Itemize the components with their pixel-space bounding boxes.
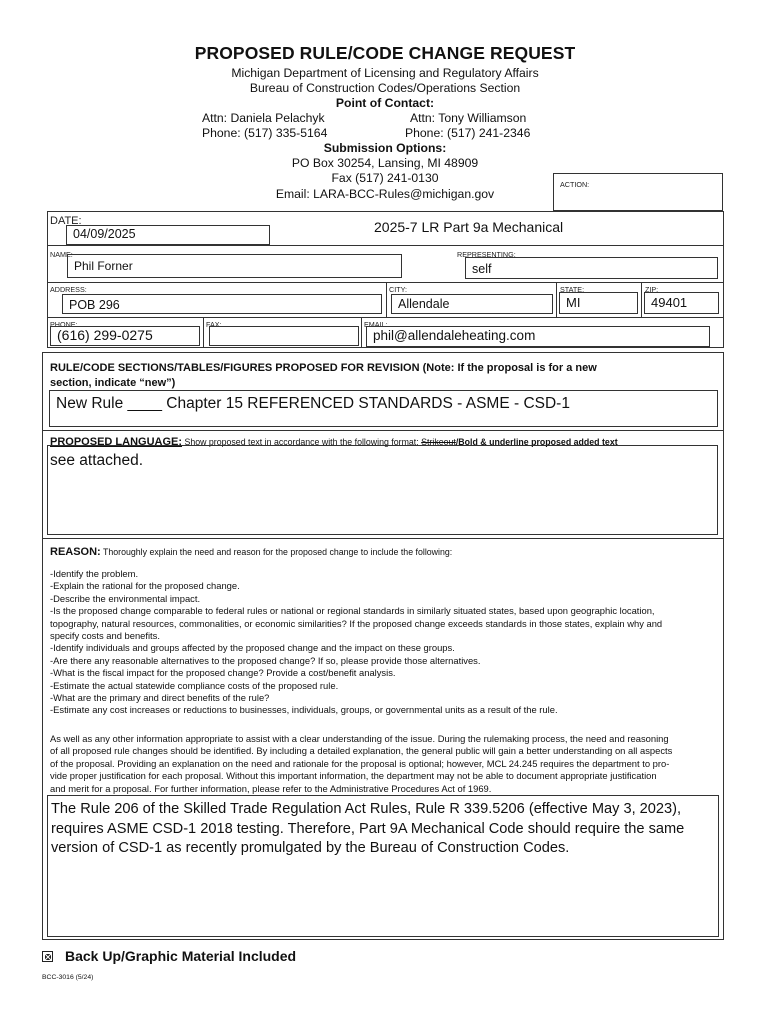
fax-label: FAX: [206,320,222,329]
contact1-phone: Phone: (517) 335-5164 [202,126,328,140]
reason-list [50,568,722,717]
proposed-language-field[interactable]: see attached. [47,445,718,535]
paragraph-line: and merit for a proposal. For further information, please refer to the Administrative Procedures Act of 1969. [50,782,492,794]
backup-label: Back Up/Graphic Material Included [65,948,297,964]
list-item: -Is the proposed change comparable to federal rules or national or regional standards in similarly situated states, based upon geographic location, [50,605,655,617]
list-item: specify costs and benefits. [50,630,160,642]
contact2-phone: Phone: (517) 241-2346 [405,126,531,140]
name-field[interactable]: Phil Forner [67,254,402,278]
representing-label: REPRESENTING: [457,250,516,259]
contact2-name: Attn: Tony Williamson [410,111,527,125]
submission-email: Email: LARA-BCC-Rules@michigan.gov [275,187,495,201]
list-item: -What is the fiscal impact for the proposed change? Provide a cost/benefit analysis. [50,667,396,679]
reason-label: REASON: [50,546,101,558]
sections-heading-line2: section, indicate “new”) [50,377,176,389]
divider [42,538,724,539]
form-title: PROPOSED RULE/CODE CHANGE REQUEST [194,43,576,63]
phone-label: PHONE: [50,320,78,329]
divider [47,317,724,318]
reason-instruction: Thoroughly explain the need and reason for the proposed change to include the following: [100,547,453,557]
proposal-heading-text: 2025-7 LR Part 9a Mechanical [374,219,564,235]
list-item: -Explain the rational for the proposed change. [50,580,240,592]
list-item: -Are there any reasonable alternatives to the proposed change? If so, please provide those alternatives. [50,654,481,666]
city-field[interactable]: Allendale [391,294,553,314]
proposed-language-instruction: Show proposed text in accordance with the following format: [182,437,422,447]
zip-label: ZIP: [645,285,659,294]
department-name: Michigan Department of Licensing and Regulatory Affairs [231,66,539,80]
contact1-name: Attn: Daniela Pelachyk [202,111,325,125]
divider [556,282,557,317]
list-item: -Estimate any cost increases or reductions to businesses, individuals, groups, or governmental units as a result of the rule. [50,704,558,716]
paragraph-line: As well as any other information appropriate to assist with a clear understanding of the issue. During the rulemaking process, the need and reasoning [50,733,669,744]
list-item: topography, natural resources, commonalities, or economic similarities? If the proposed change exceeds standards in those states, explain why and [50,617,663,629]
sections-heading [50,361,720,391]
proposed-language-label: PROPOSED LANGUAGE: [50,436,183,448]
divider [203,317,204,348]
address-field[interactable]: POB 296 [62,294,382,314]
list-item: -Identify the problem. [50,568,139,579]
fax-field[interactable] [209,326,359,346]
sections-heading-line1: RULE/CODE SECTIONS/TABLES/FIGURES PROPOSED FOR REVISION (Note: If the proposal is for a new [50,362,597,374]
action-box[interactable] [553,173,723,211]
point-of-contact-label: Point of Contact: [335,96,435,110]
email-label: EMAIL: [364,320,388,329]
date-field[interactable]: 04/09/2025 [66,225,270,245]
bold-underline-example: /Bold & underline proposed added text [455,437,618,447]
strikeout-example: Strikeout [421,437,456,447]
reason-answer-field[interactable] [47,795,719,937]
paragraph-line: of the proposal. Providing an explanation on the need and rationale for the proposal is optional; however, MCL 24.245 requires the department to pro- [50,757,670,769]
paragraph-line: vide proper justification for each proposal. Without this important information, the department may not be able to document appropriate justification [50,770,657,782]
reason-paragraph [50,733,722,795]
answer-line: version of CSD-1 as recently promulgated by the Bureau of Construction Codes. [51,840,570,856]
backup-checkbox[interactable] [42,951,53,962]
list-item: -Identify individuals and groups affected by the proposed change and the impact on these groups. [50,642,455,654]
submission-options-label: Submission Options: [323,141,447,155]
po-box: PO Box 30254, Lansing, MI 48909 [291,156,479,170]
paragraph-line: of all proposed rule changes should be identified. By including a detailed explanation, the general public will gain a better understanding on all aspects [50,745,673,757]
divider [641,282,642,317]
answer-line: requires ASME CSD-1 2018 testing. Therefore, Part 9A Mechanical Code should require the same [51,820,685,837]
divider [47,245,724,246]
form-id: BCC-3016 (5/24) [42,974,94,981]
divider [42,430,724,431]
divider [386,282,387,317]
address-label: ADDRESS: [50,285,87,294]
email-field[interactable]: phil@allendaleheating.com [366,326,710,347]
state-field[interactable]: MI [559,292,638,314]
city-label: CITY: [389,285,407,294]
list-item: -Estimate the actual statewide compliance costs of the proposed rule. [50,679,339,691]
state-label: STATE: [560,285,585,294]
name-label: NAME: [50,250,73,259]
divider [361,317,362,348]
zip-field[interactable]: 49401 [644,292,719,314]
phone-field[interactable]: (616) 299-0275 [50,326,200,346]
list-item: -What are the primary and direct benefits of the rule? [50,692,270,704]
bureau-name: Bureau of Construction Codes/Operations Section [249,81,521,95]
action-label: ACTION: [560,180,590,189]
reason-heading [50,542,452,560]
list-item: -Describe the environmental impact. [50,592,201,604]
representing-field[interactable]: self [465,257,718,279]
date-label: DATE: [50,215,82,227]
sections-field[interactable]: New Rule ____ Chapter 15 REFERENCED STANDARDS - ASME - CSD-1 [49,390,718,427]
checkbox-check-icon [44,953,52,961]
fax-number: Fax (517) 241-0130 [331,171,439,185]
answer-line: The Rule 206 of the Skilled Trade Regulation Act Rules, Rule R 339.5206 (effective May 3, 2023), [51,801,682,817]
